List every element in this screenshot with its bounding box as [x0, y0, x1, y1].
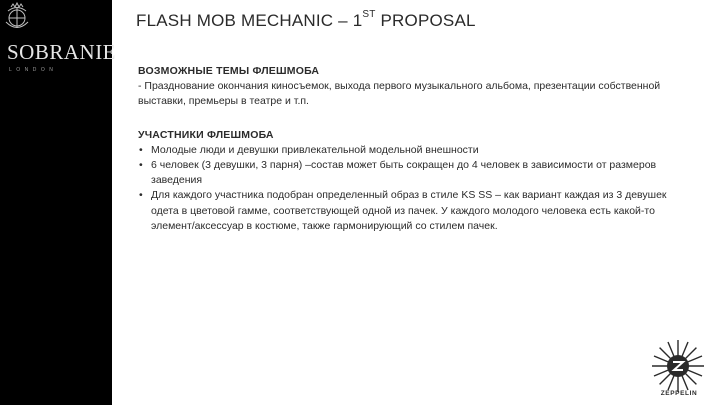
list-item	[138, 143, 683, 158]
section-text-themes: - Празднование окончания киносъемок, выхода первого музыкального альбома, презентации собственной выставки, премьеры в театре и т.п.	[138, 80, 661, 108]
slide-title-superscript: ST	[362, 9, 376, 21]
bullet-icon: •	[139, 189, 143, 202]
zeppelin-logo-label: ZEPPELIN	[660, 390, 698, 397]
participants-list	[138, 143, 683, 234]
brand-logo-text: SOBRANIE	[7, 40, 117, 64]
list-item-text: 6 человек (3 девушки, 3 парня) –состав может быть сокращен до 4 человек в зависимости от размеров заведения	[151, 159, 657, 187]
bullet-icon: •	[139, 159, 143, 172]
crest-icon	[2, 2, 32, 34]
section-heading-themes: ВОЗМОЖНЫЕ ТЕМЫ ФЛЕШМОБА	[138, 65, 320, 77]
slide-title	[136, 11, 476, 31]
slide-title-tail: PROPOSAL	[375, 11, 476, 30]
bullet-icon: •	[139, 143, 143, 156]
brand-sidebar	[0, 0, 117, 405]
section-heading-participants: УЧАСТНИКИ ФЛЕШМОБА	[138, 128, 274, 141]
brand-subtitle: LONDON	[9, 67, 58, 73]
list-item	[138, 158, 683, 188]
slide-title-main: FLASH MOB MECHANIC – 1	[136, 11, 363, 30]
list-item-text: Для каждого участника подобран определенный образ в стиле KS SS – как вариант каждая из 3 девушек одета в цветовой гамме, соответствующей одной из пачек. У каждого молодого человека есть какой-то элемент/аксессуар в костюме, также гармонирующий со стилем пачек.	[151, 189, 667, 232]
section-spacer	[138, 110, 683, 128]
list-item-text: Молодые люди и девушки привлекательной модельной внешности	[151, 143, 479, 156]
slide-content	[138, 64, 683, 234]
list-item	[138, 188, 683, 234]
